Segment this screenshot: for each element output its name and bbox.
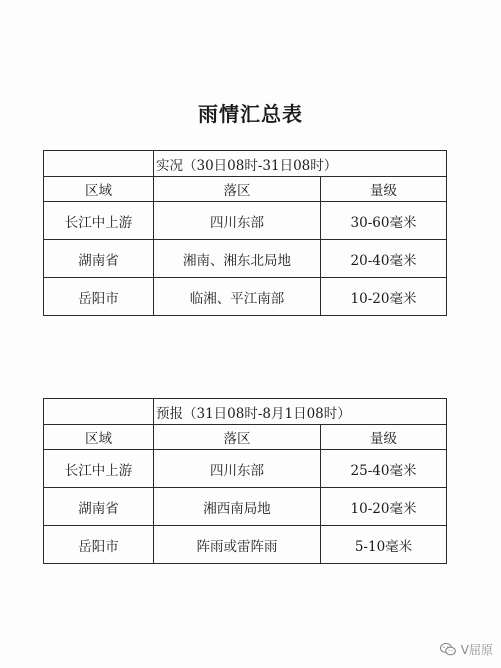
table-row: [44, 278, 447, 316]
table-row: [44, 202, 447, 240]
area-cell: 临湘、平江南部: [154, 278, 321, 316]
area-cell: 四川东部: [154, 202, 321, 240]
table-caption: 实况（30日08时-31日08时）: [154, 151, 447, 177]
table-row: [44, 240, 447, 278]
actual-rain-table: [43, 150, 447, 316]
table-row: [44, 488, 447, 526]
amount-cell: 10-20毫米: [321, 488, 447, 526]
amount-cell: 20-40毫米: [321, 240, 447, 278]
watermark-label: V屈原: [460, 643, 493, 657]
region-cell: 长江中上游: [44, 450, 154, 488]
area-cell: 阵雨或雷阵雨: [154, 526, 321, 564]
table-header-row: [44, 177, 447, 202]
table-caption: 预报（31日08时-8月1日08时）: [154, 399, 447, 425]
region-cell: 湖南省: [44, 240, 154, 278]
caption-blank-cell: [44, 399, 154, 425]
amount-cell: 25-40毫米: [321, 450, 447, 488]
table-header-row: [44, 425, 447, 450]
area-cell: 湘南、湘东北局地: [154, 240, 321, 278]
area-cell: 四川东部: [154, 450, 321, 488]
wechat-icon: [440, 643, 456, 656]
caption-blank-cell: [44, 151, 154, 177]
document-title: 雨情汇总表: [198, 102, 303, 126]
amount-cell: 10-20毫米: [321, 278, 447, 316]
column-header-area: 落区: [154, 425, 321, 450]
amount-cell: 5-10毫米: [321, 526, 447, 564]
column-header-region: 区域: [44, 425, 154, 450]
table-row: [44, 450, 447, 488]
column-header-amount: 量级: [321, 425, 447, 450]
column-header-amount: 量级: [321, 177, 447, 202]
column-header-region: 区域: [44, 177, 154, 202]
region-cell: 长江中上游: [44, 202, 154, 240]
table-row: [44, 526, 447, 564]
table-caption-row: [44, 151, 447, 177]
area-cell: 湘西南局地: [154, 488, 321, 526]
column-header-area: 落区: [154, 177, 321, 202]
amount-cell: 30-60毫米: [321, 202, 447, 240]
region-cell: 岳阳市: [44, 526, 154, 564]
table-caption-row: [44, 399, 447, 425]
region-cell: 湖南省: [44, 488, 154, 526]
watermark: [440, 641, 493, 658]
forecast-rain-table: [43, 398, 447, 564]
region-cell: 岳阳市: [44, 278, 154, 316]
